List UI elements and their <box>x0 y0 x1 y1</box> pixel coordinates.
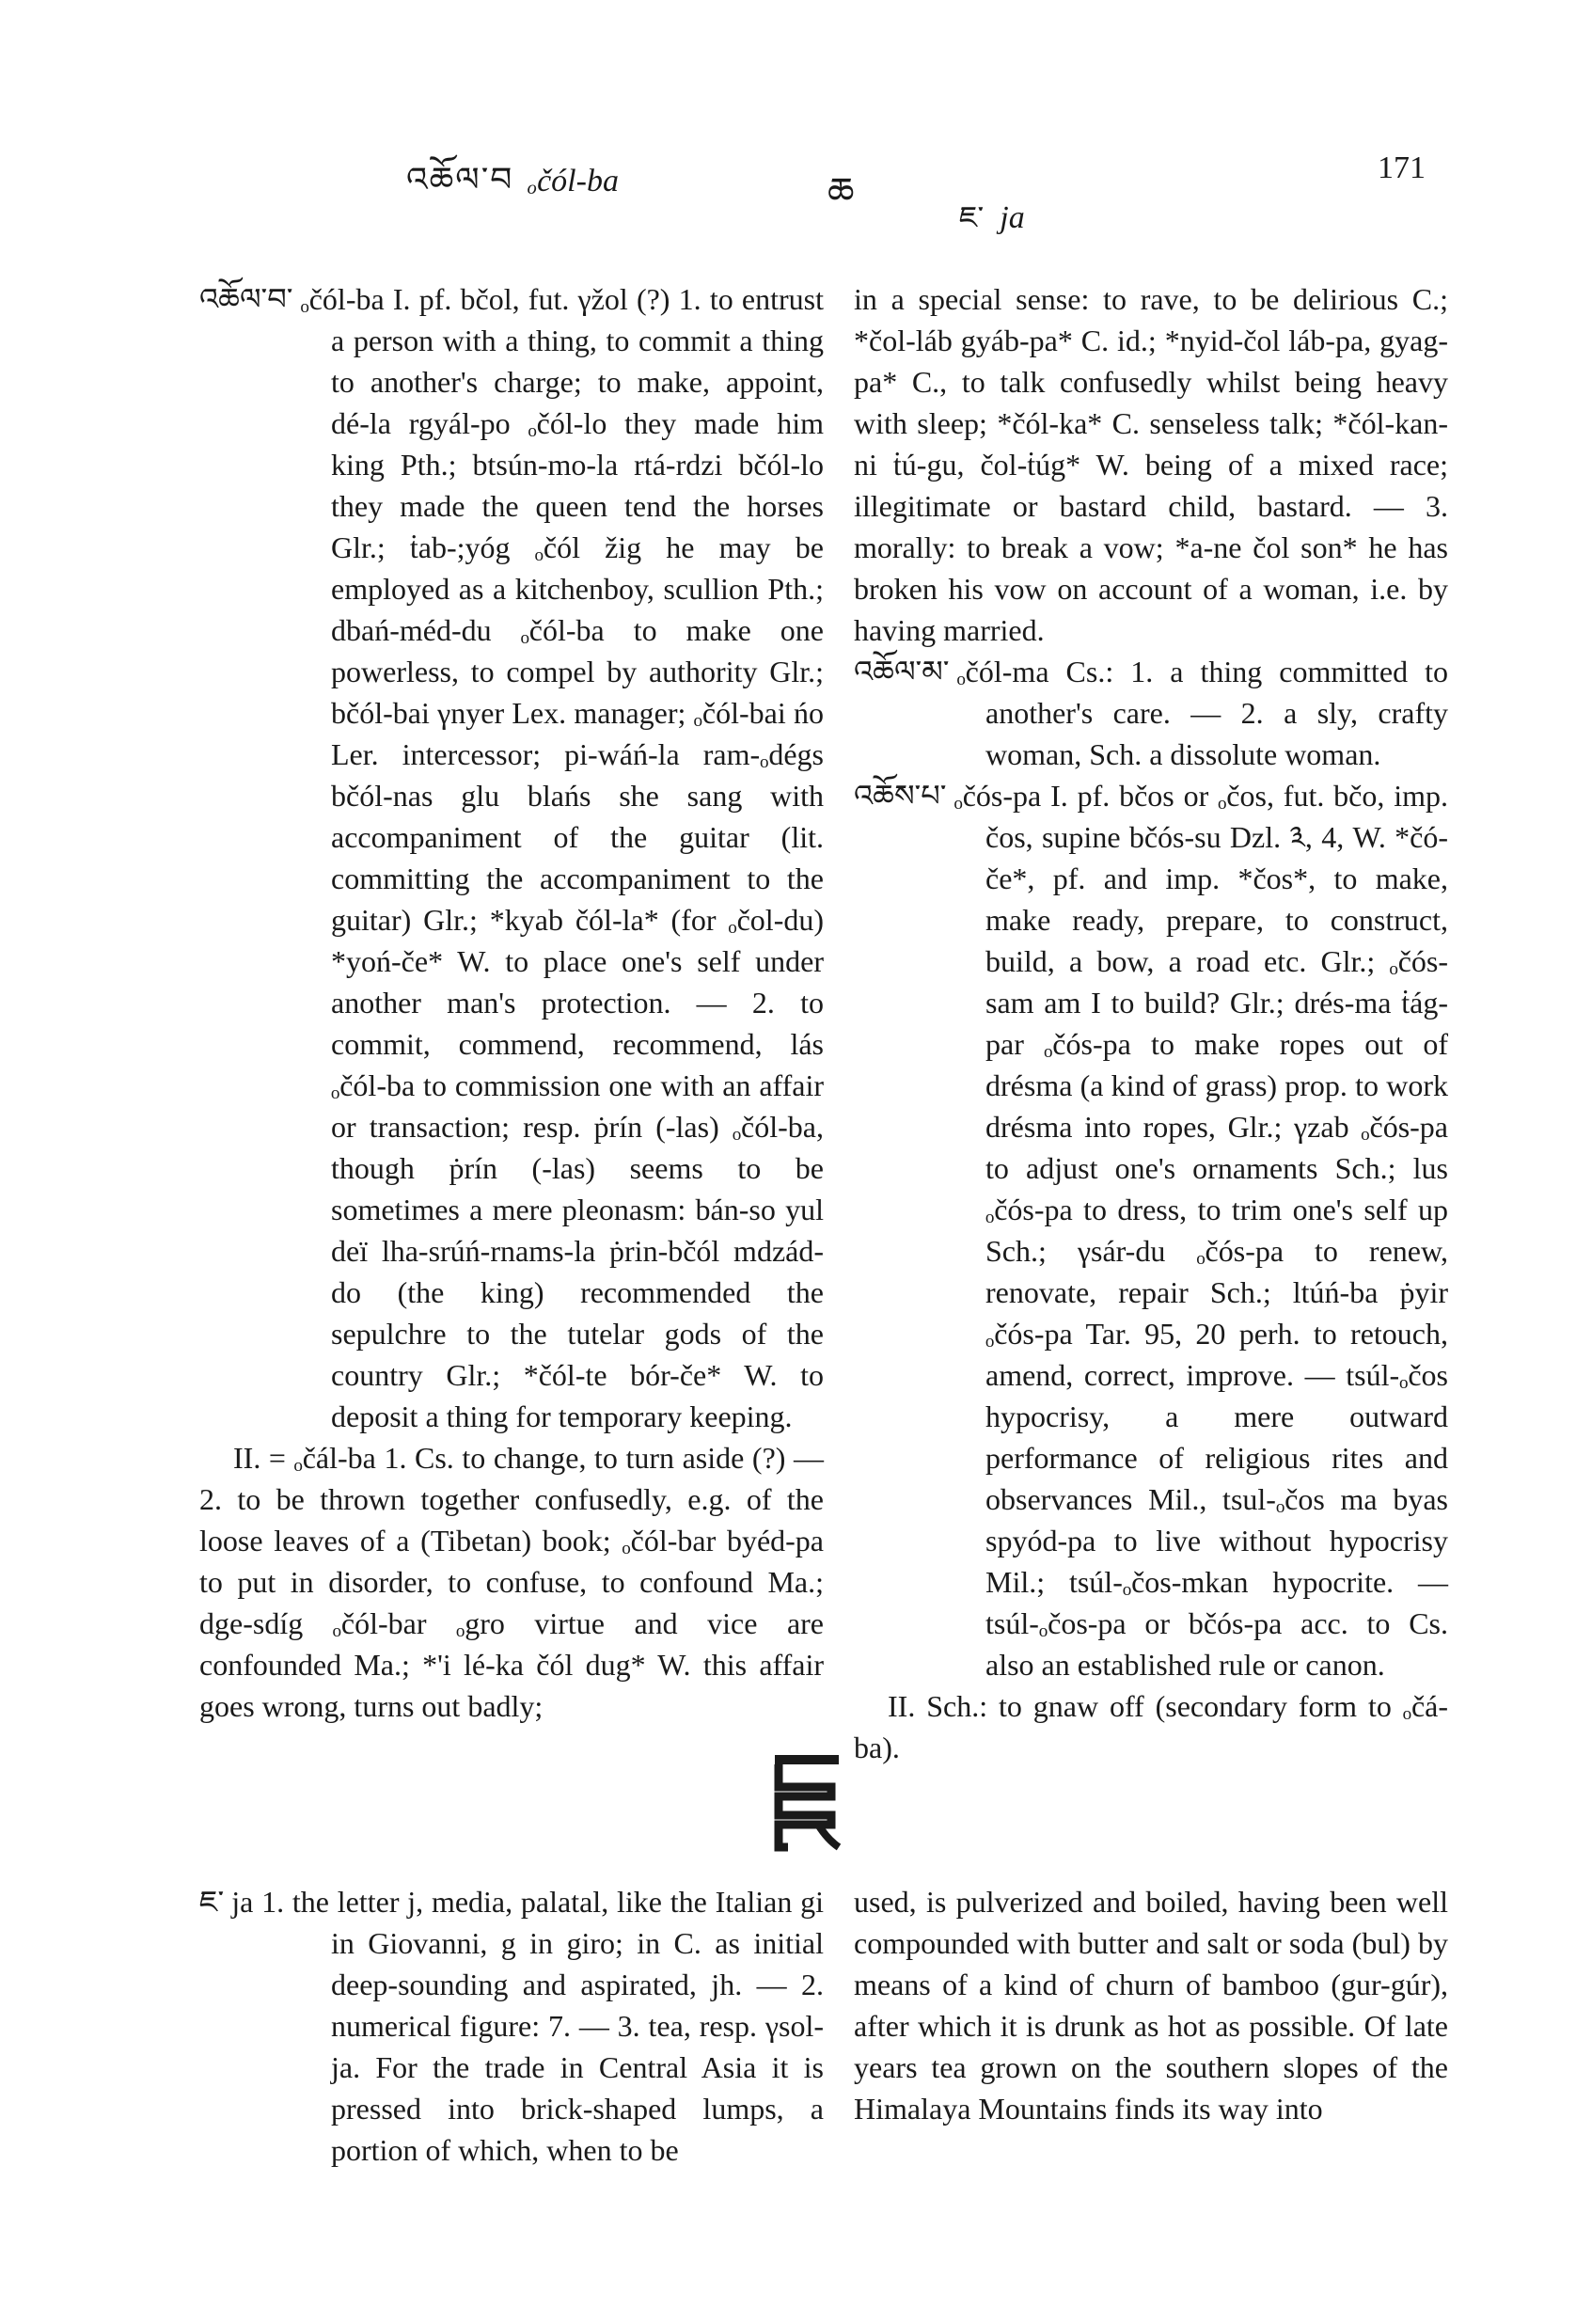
entry-continuation <box>854 278 1448 651</box>
left-column-bottom <box>199 1881 824 2171</box>
entry-text: II. Sch.: to gnaw off (secondary form to ₒčá-ba). <box>854 1689 1448 1764</box>
entry <box>854 775 1448 1685</box>
running-head-right-translit: ja <box>1000 200 1025 235</box>
entry-text: in a special sense: to rave, to be delirious C.; *čol-láb gyáb-pa* C. id.; *nyid-čol láb-pa, gyag-pa* C., to talk confusedly whilst being heavy with sleep; *čól-ka* C. senseless talk; *čól-kan-ni ṫú-gu, čol-ṫúg* W. being of a mixed race; illegitimate or bastard child, bastard. — 3. morally: to break a vow; *a-ne čol son* he has broken his vow on account of a woman, i.e. by having married. <box>854 282 1448 647</box>
entry-headword: འཆོས་པ་ <box>854 778 947 814</box>
entry <box>199 1881 824 2171</box>
entry <box>199 278 824 1437</box>
entry-continuation <box>199 1437 824 1727</box>
entry-headword: འཆོལ་མ་ <box>854 654 950 689</box>
entry-continuation <box>854 1685 1448 1768</box>
entry-text: ₒčól-ba I. pf. bčol, fut. γžol (?) 1. to entrust a person with a thing, to commit a thing to another's charge; to make, appoint, dé-la rgyál-po ₒčól-lo they made him king Pth.; btsún-mo-la rtá-rdzi bčól-lo they made the queen tend the horses Glr.; ṫab-;yóg ₒčól žig he may be employed as a kitchenboy, scullion Pth.; dbań-méd-du ₒčól-ba to make one powerless, to compel by authority Glr.; bčól-bai γnyer Lex. manager; ₒčól-bai ńo Ler. intercessor; pi-wáń-la ram-ₒdégs bčól-nas glu blańs she sang with accompaniment of the guitar (lit. committing the accompaniment to the guitar) Glr.; *kyab čól-la* (for ₒčol-du) *yoń-če* W. to place one's self under another man's protection. — 2. to commit, commend, recommend, lás ₒčól-ba to commission one with an affair or transaction; resp. ṗrín (-las) ₒčól-ba, though ṗrín (-las) seems to be sometimes a mere pleonasm: bán-so yul deï lha-srúń-rnams-la ṗrin-bčól mdzád-do (the king) recommended the sepulchre to the tutelar gods of the country Glr.; *čól-te bór-če* W. to deposit a thing for temporary keeping. <box>300 282 824 1433</box>
entry-text: ₒčól-ma Cs.: 1. a thing committed to another's care. — 2. a sly, crafty woman, Sch. a dissolute woman. <box>956 655 1448 771</box>
running-head-left-translit: ₒčól-ba <box>528 164 619 198</box>
left-column <box>199 278 824 1727</box>
running-head-right-tibetan: ཇ་ <box>959 199 985 235</box>
right-column <box>854 278 1448 1768</box>
page-number: 171 <box>1378 150 1426 185</box>
entry-headword: ཇ་ <box>199 1884 225 1920</box>
entry-text: ja 1. the letter j, media, palatal, like the Italian gi in Giovanni, g in giro; in C. as initial deep-sounding and aspirated, jh. — 2. numerical figure: 7. — 3. tea, resp. γsol-ja. For the trade in Central Asia it is pressed into brick-shaped lumps, a portion of which, when to be <box>231 1885 824 2167</box>
entry-text: II. = ₒčál-ba 1. Cs. to change, to turn aside (?) — 2. to be thrown together confusedly, e.g. of the loose leaves of a (Tibetan) book; ₒčól-bar byéd-pa to put in disorder, to confuse, to confound Ma.; dge-sdíg ₒčól-bar ₒgro virtue and vice are confounded Ma.; *'i lé-ka čól dug* W. this affair goes wrong, turns out badly; <box>199 1441 824 1723</box>
tibetan-ja-glyph-icon <box>769 1749 844 1853</box>
right-column-bottom <box>854 1881 1448 2129</box>
entry-headword: འཆོལ་བ་ <box>199 281 293 317</box>
section-letter-ja-glyph <box>769 1749 844 1853</box>
entry-text: ₒčós-pa I. pf. bčos or ₒčos, fut. bčo, imp. čos, supine bčós-su Dzl. ༣, 4, W. *čó-če*, pf. and imp. *čos*, to make, make ready, prepare, to construct, build, a bow, a road etc. Glr.; ₒčós-sam am I to build? Glr.; drés-ma ṫág-par ₒčós-pa to make ropes out of drésma (a kind of grass) prop. to work drésma into ropes, Glr.; γzab ₒčós-pa to adjust one's ornaments Sch.; lus ₒčós-pa to dress, to trim one's self up Sch.; γsár-du ₒčós-pa to renew, renovate, repair Sch.; ltúń-ba ṗyir ₒčós-pa Tar. 95, 20 perh. to retouch, amend, correct, improve. — tsúl-ₒčos hypocrisy, a mere outward performance of religious rites and observances Mil., tsul-ₒčos ma byas spyód-pa to live without hypocrisy Mil.; tsúl-ₒčos-mkan hypocrite. — tsúl-ₒčos-pa or bčós-pa acc. to Cs. also an established rule or canon. <box>953 779 1448 1682</box>
running-head-center-letter: ཆ <box>827 170 855 213</box>
running-head-left-tibetan: འཆོལ་བ <box>406 161 514 199</box>
running-head-right <box>959 184 1147 269</box>
entry <box>854 651 1448 775</box>
entry-continuation <box>854 1881 1448 2129</box>
running-head-left <box>406 141 688 237</box>
entry-text: used, is pulverized and boiled, having been well compounded with butter and salt or soda (bul) by means of a kind of churn of bamboo (gur-gúr), after which it is drunk as hot as possible. Of late years tea grown on the southern slopes of the Himalaya Mountains finds its way into <box>854 1885 1448 2126</box>
